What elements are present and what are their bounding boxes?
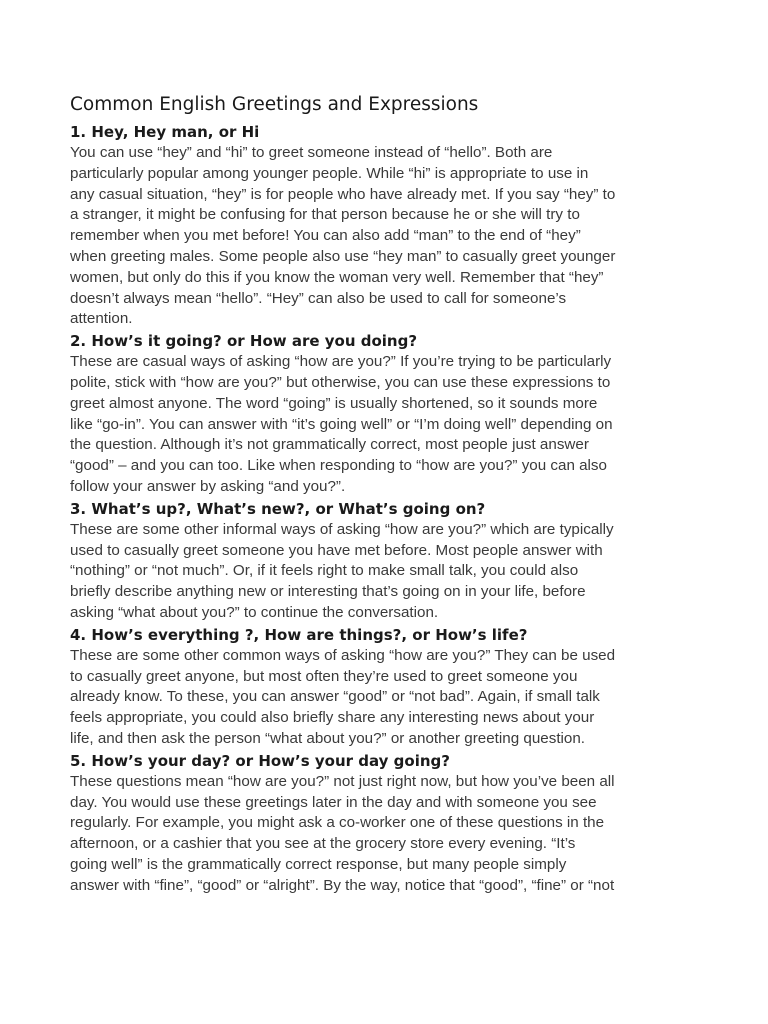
body-line: feels appropriate, you could also briefly share any interesting news about your: [70, 709, 595, 727]
section-heading-3: 3. What’s up?, What’s new?, or What’s going on?: [70, 499, 486, 518]
body-line: follow your answer by asking “and you?”.: [70, 477, 346, 495]
body-line: particularly popular among younger people. While “hi” is appropriate to use in: [70, 164, 589, 182]
body-line: These are some other informal ways of asking “how are you?” which are typically: [70, 520, 614, 538]
section-heading-1: 1. Hey, Hey man, or Hi: [70, 123, 260, 141]
body-line: attention.: [70, 310, 133, 328]
body-line: These are casual ways of asking “how are you?” If you’re trying to be particularly: [70, 353, 612, 371]
section-body-2: [70, 352, 708, 498]
body-line: These questions mean “how are you?” not just right now, but how you’ve been all: [70, 772, 615, 790]
body-line: “nothing” or “not much”. Or, if it feels right to make small talk, you could also: [70, 562, 579, 580]
body-line: used to casually greet someone you have met before. Most people answer with: [70, 541, 603, 559]
body-line: afternoon, or a cashier that you see at the grocery store every evening. “It’s: [70, 835, 576, 853]
body-line: women, but only do this if you know the woman very well. Remember that “hey”: [70, 268, 604, 286]
body-line: any casual situation, “hey” is for people who have already met. If you say “hey” to: [70, 185, 616, 203]
section-body-3: [70, 520, 708, 624]
body-line: the question. Although it’s not grammatically correct, most people just answer: [70, 436, 589, 454]
body-line: to casually greet anyone, but most often they’re used to greet someone you: [70, 667, 578, 685]
body-line: answer with “fine”, “good” or “alright”. By the way, notice that “good”, “fine” or “not: [70, 876, 615, 894]
document-title: Common English Greetings and Expressions: [70, 94, 479, 115]
body-line: already know. To these, you can answer “good” or “not bad”. Again, if small talk: [70, 688, 600, 706]
body-line: asking “what about you?” to continue the conversation.: [70, 603, 439, 621]
section-body-4: [70, 646, 708, 750]
body-line: life, and then ask the person “what about you?” or another greeting question.: [70, 729, 586, 747]
section-heading-4: 4. How’s everything ?, How are things?, or How’s life?: [70, 625, 528, 644]
body-line: regularly. For example, you might ask a co-worker one of these questions in the: [70, 814, 605, 832]
body-line: polite, stick with “how are you?” but otherwise, you can use these expressions to: [70, 373, 611, 391]
section-body-1: [70, 143, 708, 330]
section-heading-2: 2. How’s it going? or How are you doing?: [70, 332, 418, 351]
body-line: “good” – and you can too. Like when responding to “how are you?” you can also: [70, 457, 607, 475]
body-line: You can use “hey” and “hi” to greet someone instead of “hello”. Both are: [70, 144, 553, 161]
body-line: like “go-in”. You can answer with “it’s going well” or “I’m doing well” depending on: [70, 415, 613, 433]
body-line: greet almost anyone. The word “going” is usually shortened, so it sounds more: [70, 394, 598, 412]
body-line: These are some other common ways of asking “how are you?” They can be used: [70, 646, 616, 664]
section-body-5: [70, 772, 708, 897]
body-line: remember when you met before! You can also add “man” to the end of “hey”: [70, 227, 581, 245]
body-line: when greeting males. Some people also use “hey man” to casually greet younger: [70, 247, 616, 265]
body-line: briefly describe anything new or interesting that’s going on in your life, before: [70, 583, 586, 601]
body-line: day. You would use these greetings later in the day and with someone you see: [70, 793, 597, 811]
section-heading-5: 5. How’s your day? or How’s your day going?: [70, 751, 450, 770]
body-line: a stranger, it might be confusing for that person because he or she will try to: [70, 206, 580, 224]
body-line: going well” is the grammatically correct response, but many people simply: [70, 855, 567, 873]
body-line: doesn’t always mean “hello”. “Hey” can also be used to call for someone’s: [70, 289, 567, 307]
document-page: [70, 92, 708, 897]
